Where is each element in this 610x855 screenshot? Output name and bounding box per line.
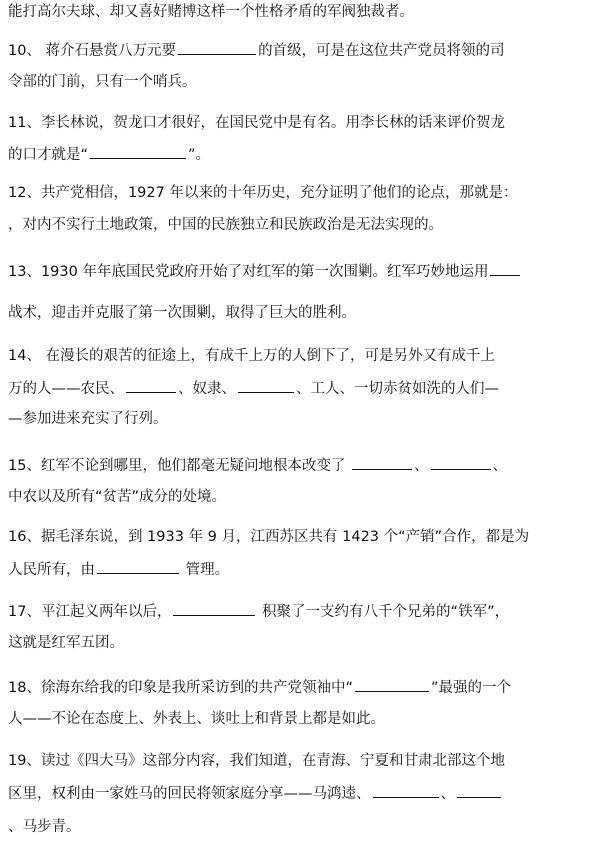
text: 11、李长林说，贺龙口才很好，在国民党中是有名。用李长林的话来评价贺龙 (8, 115, 505, 131)
text: 中农以及所有“贫苦”成分的处境。 (8, 489, 227, 505)
question-16-line-2 (8, 559, 604, 580)
text: 积聚了一支约有八千个兄弟的“铁军”， (257, 604, 510, 620)
question-14-line-3 (8, 409, 604, 429)
text: 14、 在漫长的艰苦的征途上，有成千上万的人倒下了，可是另外又有成千上 (8, 348, 496, 364)
text: 、奴隶、 (178, 381, 236, 397)
text: 10、 蒋介石悬赏八万元要 (8, 43, 177, 59)
question-19-line-2 (8, 783, 604, 804)
text: 、 (440, 786, 455, 802)
answer-blank[interactable] (173, 601, 255, 616)
text: 、工人、一切赤贫如洗的人们— (296, 381, 499, 397)
question-16-line-1 (8, 527, 604, 547)
answer-blank[interactable] (90, 144, 186, 159)
question-17-line-1 (8, 601, 604, 622)
answer-blank[interactable] (431, 455, 491, 470)
answer-blank[interactable] (457, 783, 501, 798)
text: 令部的门前，只有一个哨兵。 (8, 74, 197, 90)
text: ”最强的一个 (430, 680, 511, 696)
text: 12、共产党相信，1927 年以来的十年历史，充分证明了他们的论点，那就是： (8, 185, 518, 201)
answer-blank[interactable] (490, 261, 520, 276)
question-18-line-2 (8, 709, 604, 729)
answer-blank[interactable] (97, 559, 179, 574)
answer-blank[interactable] (352, 455, 412, 470)
text: 人民所有，由 (8, 562, 95, 578)
question-19-line-3 (8, 817, 604, 837)
question-19-line-1 (8, 751, 604, 771)
question-17-line-2 (8, 633, 604, 653)
text: 的首级，可是在这位共产党员将领的司 (258, 43, 505, 59)
text: 17、平江起义两年以后， (8, 604, 172, 620)
answer-blank[interactable] (373, 783, 439, 798)
answer-blank[interactable] (238, 378, 294, 393)
text: 的口才就是“ (8, 147, 89, 163)
text: 万的人——农民、 (8, 381, 124, 397)
question-18-line-1 (8, 677, 604, 698)
question-11-line-1 (8, 113, 604, 133)
text: 15、红军不论到哪里，他们都毫无疑问地根本改变了 (8, 458, 351, 474)
text: 16、据毛泽东说，到 1933 年 9 月，江西苏区共有 1423 个“产销”合作，都是为 (8, 529, 530, 545)
text: 19、读过《四大马》这部分内容，我们知道，在青海、宁夏和甘肃北部这个地 (8, 753, 505, 769)
text: 18、徐海东给我的印象是我所采访到的共产党领袖中“ (8, 680, 353, 696)
text: 、马步青。 (8, 819, 81, 835)
text: 人——不论在态度上、外表上、谈吐上和背景上都是如此。 (8, 711, 385, 727)
text: 、 (492, 458, 508, 474)
question-11-line-2 (8, 144, 604, 165)
answer-blank[interactable] (126, 378, 176, 393)
question-15-line-2 (8, 487, 604, 507)
text: 、 (414, 458, 429, 474)
text: ”。 (188, 147, 211, 163)
question-14-line-2 (8, 378, 604, 399)
answer-blank[interactable] (178, 40, 256, 55)
text: 13、1930 年年底国民党政府开始了对红军的第一次围剿。红军巧妙地运用 (8, 264, 489, 280)
question-10-line-2 (8, 72, 604, 92)
text: —参加进来充实了行列。 (8, 411, 168, 427)
text: 这就是红军五团。 (8, 635, 124, 651)
question-12-line-2 (8, 215, 604, 235)
text: 区里，权利由一家姓马的回民将领家庭分享——马鸿逵、 (8, 786, 371, 802)
question-13-line-2 (8, 303, 604, 323)
question-12-line-1 (8, 183, 604, 203)
question-15-line-1 (8, 455, 604, 476)
answer-blank[interactable] (355, 677, 429, 692)
text: 能打高尔夫球、却又喜好赌博这样一个性格矛盾的军阀独裁者。 (8, 4, 414, 20)
text: 管理。 (181, 562, 230, 578)
question-14-line-1 (8, 346, 604, 366)
question-13-line-1 (8, 261, 604, 282)
text: ，对内不实行土地政策，中国的民族独立和民族政治是无法实现的。 (8, 217, 443, 233)
question-9-line-1 (8, 2, 604, 22)
question-10-line-1 (8, 40, 604, 61)
text: 战术，迎击并克服了第一次围剿，取得了巨大的胜利。 (8, 305, 356, 321)
